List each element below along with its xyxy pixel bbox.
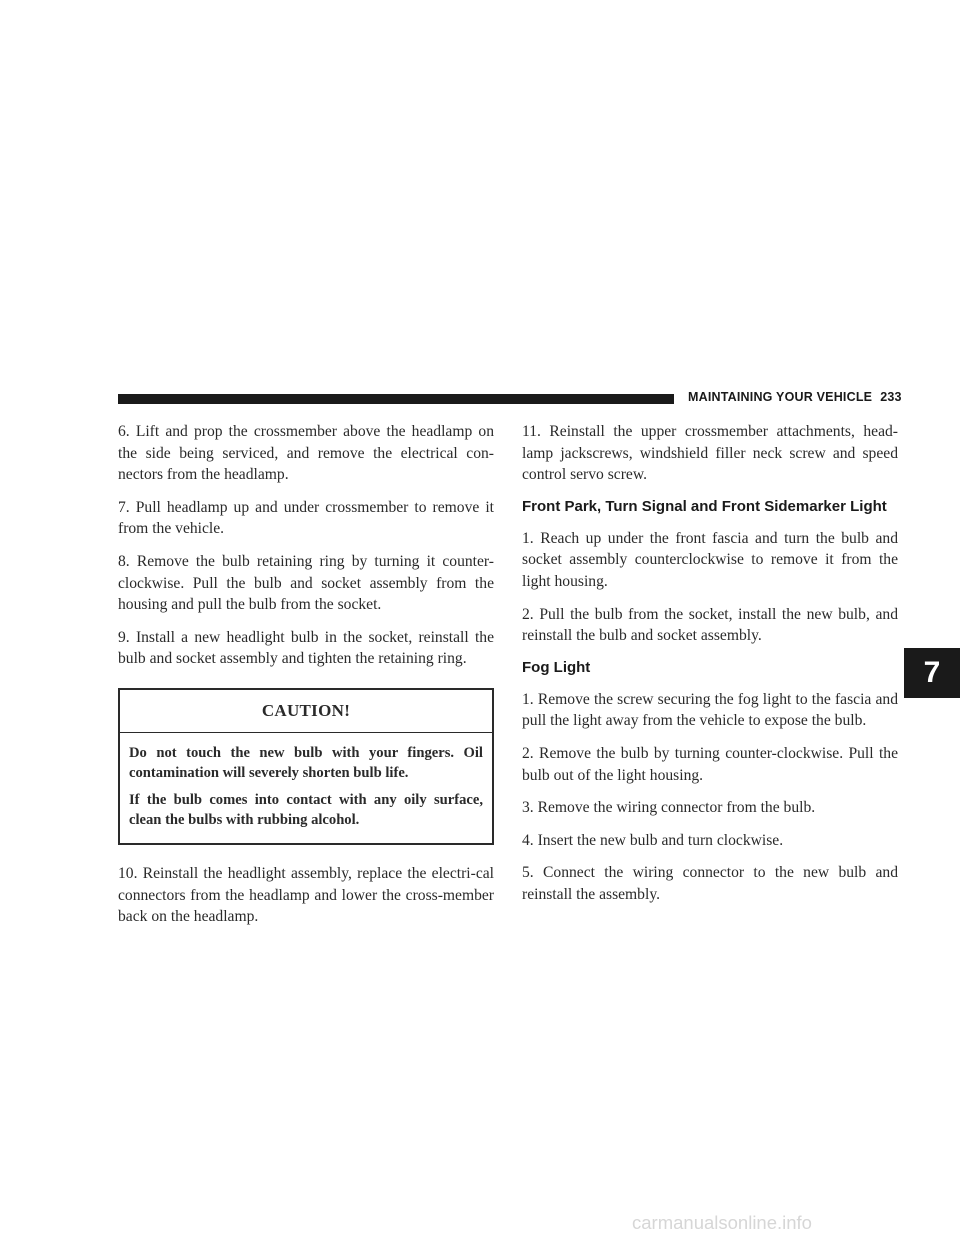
step-10: 10. Reinstall the headlight assembly, replace the electri-cal connectors from the headlamp and lower the cross-member back on the headlamp. — [118, 864, 494, 926]
step-7: 7. Pull headlamp up and under crossmember to remove it from the vehicle. — [118, 498, 494, 538]
step-11: 11. Reinstall the upper crossmember attachments, head-lamp jackscrews, windshield filler neck screw and speed control servo screw. — [522, 423, 898, 484]
page-number: 233 — [880, 390, 902, 404]
step-9: 9. Install a new headlight bulb in the socket, reinstall the bulb and socket assembly and tighten the retaining ring. — [118, 628, 494, 668]
caution-line-1: Do not touch the new bulb with your fingers. Oil contamination will severely shorten bulb life. — [129, 744, 483, 782]
watermark: carmanualsonline.info — [632, 1212, 812, 1233]
fog-step-4: 4. Insert the new bulb and turn clockwise. — [522, 831, 784, 849]
right-column — [522, 421, 898, 917]
left-column — [118, 421, 494, 939]
header-rule — [118, 394, 674, 404]
caution-title: CAUTION! — [120, 690, 492, 733]
running-header — [688, 390, 902, 404]
front-park-step-2: 2. Pull the bulb from the socket, install the new bulb, and reinstall the bulb and socket assembly. — [522, 605, 898, 645]
caution-line-2: If the bulb comes into contact with any oily surface, clean the bulbs with rubbing alcohol. — [129, 791, 483, 829]
heading-fog-light: Fog Light — [522, 658, 591, 676]
front-park-step-1: 1. Reach up under the front fascia and turn the bulb and socket assembly counterclockwise to remove it from the light housing. — [522, 529, 898, 590]
step-6: 6. Lift and prop the crossmember above the headlamp on the side being serviced, and remove the electrical con-nectors from the headlamp. — [118, 423, 494, 484]
caution-body — [120, 733, 492, 843]
fog-step-5: 5. Connect the wiring connector to the new bulb and reinstall the assembly. — [522, 864, 898, 903]
fog-step-3: 3. Remove the wiring connector from the bulb. — [522, 799, 816, 817]
fog-step-1: 1. Remove the screw securing the fog light to the fascia and pull the light away from the vehicle to expose the bulb. — [522, 690, 898, 730]
heading-front-park: Front Park, Turn Signal and Front Sidemarker Light — [522, 497, 887, 515]
section-title: MAINTAINING YOUR VEHICLE — [688, 390, 873, 404]
step-8: 8. Remove the bulb retaining ring by turning it counter-clockwise. Pull the bulb and socket assembly from the housing and pull the bulb from the socket. — [118, 552, 494, 614]
chapter-tab: 7 — [904, 648, 960, 698]
caution-box — [118, 688, 494, 845]
fog-step-2: 2. Remove the bulb by turning counter-clockwise. Pull the bulb out of the light housing. — [522, 744, 898, 784]
